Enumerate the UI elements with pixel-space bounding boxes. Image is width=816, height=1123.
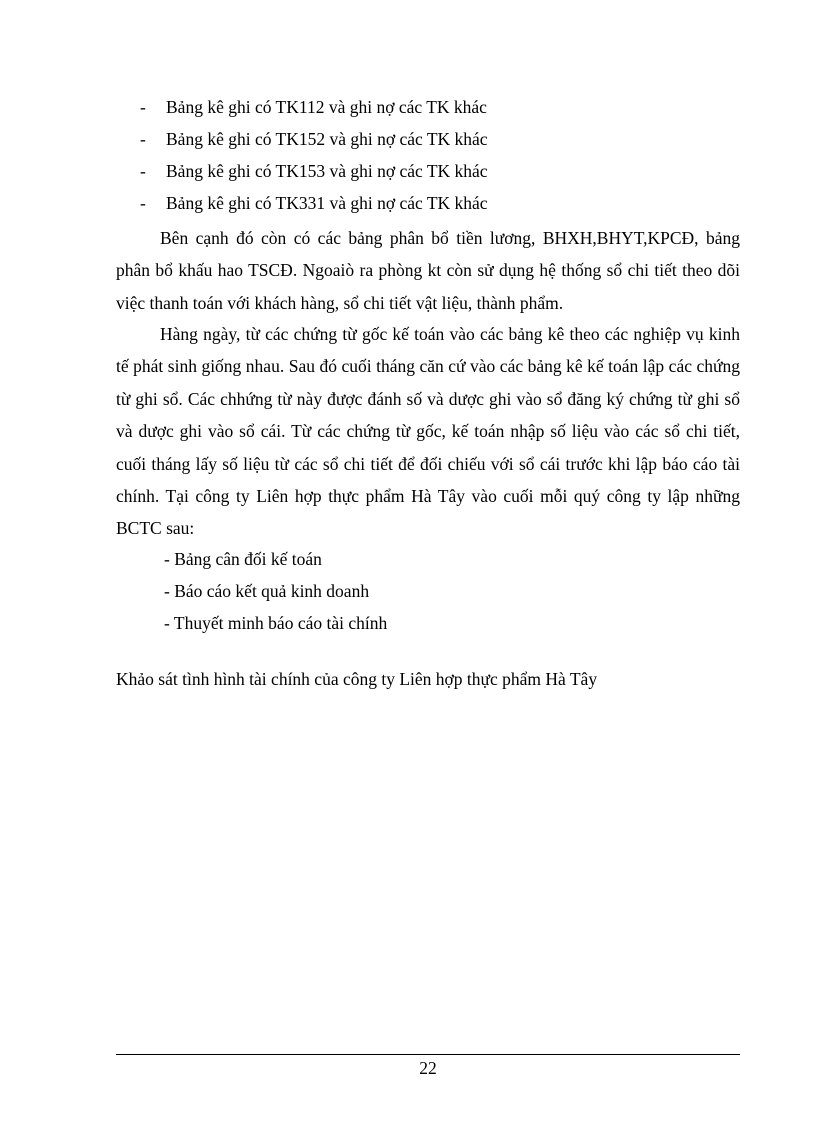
bullet-item (140, 160, 488, 182)
bullet-marker: - (140, 193, 146, 213)
bullet-item (140, 128, 488, 150)
bullet-item (140, 192, 488, 214)
paragraph: Bên cạnh đó còn có các bảng phân bổ tiền lương, BHXH,BHYT,KPCĐ, bảng phân bổ khấu hao TSCĐ. Ngoaiò ra phòng kt còn sử dụng hệ thống sổ chi tiết theo dõi việc thanh toán với khách hàng, sổ chi tiết vật liệu, thành phẩm. (116, 228, 740, 313)
bullet-marker: - (140, 97, 146, 117)
page-number: 22 (419, 1058, 437, 1078)
report-item: - Báo cáo kết quả kinh doanh (164, 581, 370, 601)
bullet-marker: - (140, 161, 146, 181)
bullet-item (140, 96, 487, 118)
bullet-text: Bảng kê ghi có TK112 và ghi nợ các TK khác (166, 97, 487, 117)
section-heading: Khảo sát tình hình tài chính của công ty Liên hợp thực phẩm Hà Tây (116, 669, 598, 689)
bullet-text: Bảng kê ghi có TK331 và ghi nợ các TK khác (166, 193, 488, 213)
report-item: - Thuyết minh báo cáo tài chính (164, 613, 388, 633)
footer-divider (116, 1054, 740, 1055)
paragraph: Hàng ngày, từ các chứng từ gốc kế toán vào các bảng kê theo các nghiệp vụ kinh tế phát sinh giống nhau. Sau đó cuối tháng căn cứ vào các bảng kê kế toán lập các chứng từ ghi sổ. Các chhứng từ này được đánh số và dược ghi vào sổ đăng ký chứng từ ghi sổ và dược ghi vào sổ cái. Từ các chứng từ gốc, kế toán nhập số liệu vào các sổ chi tiết, cuối tháng lấy số liệu từ các sổ chi tiết để đối chiếu với sổ cái trước khi lập báo cáo tài chính. Tại công ty Liên hợp thực phẩm Hà Tây vào cuối mỗi quý công ty lập những BCTC sau: (116, 324, 740, 539)
bullet-text: Bảng kê ghi có TK153 và ghi nợ các TK khác (166, 161, 488, 181)
bullet-text: Bảng kê ghi có TK152 và ghi nợ các TK khác (166, 129, 488, 149)
report-item: - Bảng cân đối kế toán (164, 549, 322, 569)
bullet-marker: - (140, 129, 146, 149)
